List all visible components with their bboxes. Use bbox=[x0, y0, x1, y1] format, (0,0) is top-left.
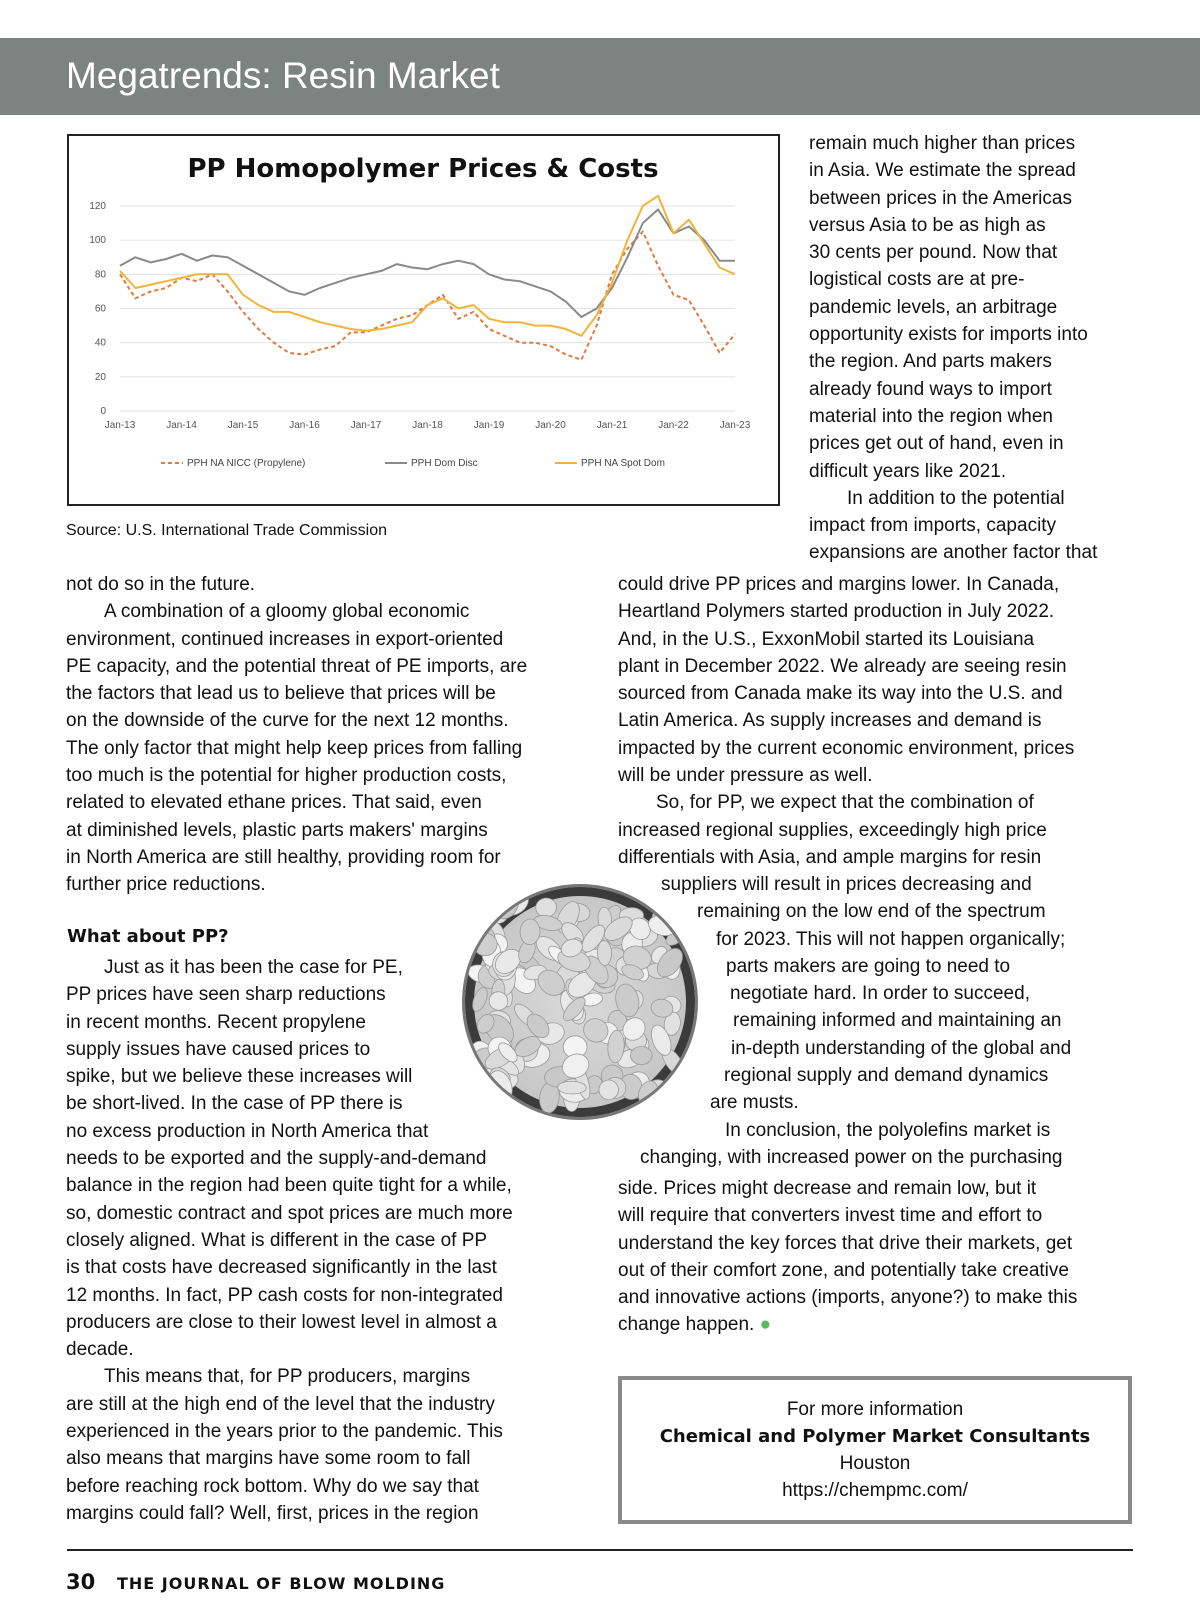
x-tick-label: Jan-20 bbox=[535, 420, 566, 431]
chart bbox=[69, 136, 778, 504]
legend-label: PPH Dom Disc bbox=[411, 458, 478, 469]
text-line: are musts. bbox=[710, 1092, 799, 1114]
text-line: out of their comfort zone, and potentially take creative bbox=[618, 1259, 1069, 1281]
text-line: on the downside of the curve for the next 12 months. bbox=[66, 710, 509, 732]
footer-rule bbox=[67, 1549, 1133, 1551]
text-line: further price reductions. bbox=[66, 874, 266, 896]
series-line-1 bbox=[120, 209, 735, 317]
text-line: and innovative actions (imports, anyone?) to make this bbox=[618, 1287, 1078, 1309]
x-tick-label: Jan-18 bbox=[412, 420, 443, 431]
text-line: not do so in the future. bbox=[66, 574, 256, 595]
x-tick-label: Jan-17 bbox=[350, 420, 382, 431]
text-line: no excess production in North America that bbox=[66, 1120, 429, 1142]
text-line: opportunity exists for imports into bbox=[809, 324, 1088, 346]
text-line: supply issues have caused prices to bbox=[66, 1038, 371, 1060]
text-line: the region. And parts makers bbox=[809, 351, 1052, 373]
text-line: The only factor that might help keep prices from falling bbox=[66, 737, 523, 759]
series-line-0 bbox=[120, 232, 735, 360]
text-line: could drive PP prices and margins lower. In Canada, bbox=[618, 574, 1060, 595]
text-line: already found ways to import bbox=[809, 378, 1052, 400]
text-line: the factors that lead us to believe that prices will be bbox=[66, 683, 496, 705]
legend-label: PPH NA NICC (Propylene) bbox=[187, 458, 306, 469]
text-line: changing, with increased power on the purchasing bbox=[640, 1146, 1063, 1168]
info-city: Houston bbox=[839, 1453, 911, 1474]
text-line: A combination of a gloomy global economic bbox=[104, 601, 470, 623]
text-line: increased regional supplies, exceedingly high price bbox=[618, 819, 1047, 841]
text-line: be short-lived. In the case of PP there is bbox=[66, 1093, 403, 1115]
text-line: remaining informed and maintaining an bbox=[733, 1010, 1062, 1032]
x-tick-label: Jan-19 bbox=[473, 420, 505, 431]
text-line: 30 cents per pound. Now that bbox=[809, 242, 1058, 264]
y-tick-label: 100 bbox=[89, 235, 106, 247]
text-line: decade. bbox=[66, 1339, 134, 1361]
text-line: difficult years like 2021. bbox=[809, 460, 1007, 482]
text-line: will require that converters invest time and effort to bbox=[618, 1205, 1043, 1227]
contact-info-box bbox=[618, 1376, 1132, 1524]
text-line: Just as it has been the case for PE, bbox=[104, 957, 403, 978]
text-line: Latin America. As supply increases and demand is bbox=[618, 710, 1042, 732]
text-line: at diminished levels, plastic parts makers' margins bbox=[66, 819, 488, 841]
text-line: is that costs have decreased significantly in the last bbox=[66, 1257, 497, 1279]
text-line: versus Asia to be as high as bbox=[809, 214, 1046, 236]
x-tick-label: Jan-15 bbox=[227, 420, 259, 431]
article-end-icon: ● bbox=[754, 1314, 772, 1336]
x-tick-label: Jan-16 bbox=[289, 420, 320, 431]
page-title: Megatrends: Resin Market bbox=[66, 55, 500, 96]
x-tick-label: Jan-13 bbox=[104, 420, 136, 431]
text-line: between prices in the Americas bbox=[809, 187, 1072, 209]
text-line: prices get out of hand, even in bbox=[809, 433, 1064, 455]
x-tick-label: Jan-22 bbox=[658, 420, 689, 431]
info-url[interactable]: https://chempmc.com/ bbox=[782, 1480, 968, 1501]
text-line: environment, continued increases in export-oriented bbox=[66, 628, 504, 650]
text-line: impact from imports, capacity bbox=[809, 515, 1057, 537]
text-line: plant in December 2022. We already are seeing resin bbox=[618, 655, 1067, 677]
text-line: negotiate hard. In order to succeed, bbox=[730, 983, 1030, 1005]
pellet bbox=[630, 1046, 652, 1065]
text-line: PE capacity, and the potential threat of PE imports, are bbox=[66, 655, 528, 677]
text-line: will be under pressure as well. bbox=[618, 765, 873, 787]
text-line: PP prices have seen sharp reductions bbox=[66, 984, 386, 1006]
pellet bbox=[557, 1081, 586, 1094]
text-line: needs to be exported and the supply-and-demand bbox=[66, 1148, 487, 1170]
journal-name: THE JOURNAL OF BLOW MOLDING bbox=[117, 1574, 446, 1593]
section-heading: What about PP? bbox=[67, 926, 229, 947]
text-line: too much is the potential for higher production costs, bbox=[66, 765, 507, 787]
text-line: expansions are another factor that bbox=[809, 542, 1098, 564]
right-column-top bbox=[809, 130, 1097, 567]
y-tick-label: 120 bbox=[89, 201, 106, 212]
right-column-bottom bbox=[618, 1175, 1077, 1339]
chart-title: PP Homopolymer Prices & Costs bbox=[187, 154, 659, 184]
text-line: material into the region when bbox=[809, 405, 1053, 427]
text-line: And, in the U.S., ExxonMobil started its Louisiana bbox=[618, 628, 1035, 650]
text-line: sourced from Canada make its way into the U.S. and bbox=[618, 683, 1063, 705]
x-tick-label: Jan-14 bbox=[166, 420, 197, 431]
text-line: regional supply and demand dynamics bbox=[724, 1065, 1049, 1087]
text-line: for 2023. This will not happen organically; bbox=[716, 928, 1066, 950]
text-line: pandemic levels, an arbitrage bbox=[809, 296, 1058, 318]
text-line: logistical costs are at pre- bbox=[809, 269, 1025, 291]
text-line: also means that margins have some room to fall bbox=[66, 1448, 471, 1470]
text-line: in Asia. We estimate the spread bbox=[809, 160, 1076, 182]
text-line: Heartland Polymers started production in July 2022. bbox=[618, 601, 1055, 623]
text-line: are still at the high end of the level that the industry bbox=[66, 1393, 495, 1415]
text-line: side. Prices might decrease and remain low, but it bbox=[618, 1178, 1037, 1199]
legend-label: PPH NA Spot Dom bbox=[581, 458, 665, 469]
text-line: spike, but we believe these increases will bbox=[66, 1066, 413, 1088]
text-line: In conclusion, the polyolefins market is bbox=[725, 1119, 1051, 1141]
pellet bbox=[470, 985, 491, 1013]
text-line: in-depth understanding of the global and bbox=[731, 1037, 1072, 1059]
info-label: For more information bbox=[786, 1399, 964, 1420]
info-organization: Chemical and Polymer Market Consultants bbox=[659, 1426, 1091, 1447]
text-line: So, for PP, we expect that the combination of bbox=[656, 792, 1034, 814]
resin-pellets-image bbox=[465, 887, 695, 1117]
text-line: parts makers are going to need to bbox=[726, 955, 1011, 977]
text-line: closely aligned. What is different in the case of PP bbox=[66, 1229, 488, 1251]
text-line: in recent months. Recent propylene bbox=[66, 1011, 366, 1033]
chart-source: Source: U.S. International Trade Commission bbox=[66, 522, 388, 539]
text-line: In addition to the potential bbox=[847, 487, 1065, 509]
text-line: remain much higher than prices bbox=[809, 133, 1076, 154]
text-line: related to elevated ethane prices. That said, even bbox=[66, 792, 482, 814]
text-line: experienced in the years prior to the pandemic. This bbox=[66, 1421, 503, 1443]
text-line: suppliers will result in prices decreasing and bbox=[661, 874, 1032, 895]
right-column-middle bbox=[618, 571, 1074, 871]
text-line: so, domestic contract and spot prices are much more bbox=[66, 1202, 513, 1224]
text-line: understand the key forces that drive their markets, get bbox=[618, 1232, 1073, 1254]
text-line: remaining on the low end of the spectrum bbox=[697, 901, 1046, 923]
y-tick-label: 40 bbox=[94, 337, 106, 349]
text-line: This means that, for PP producers, margins bbox=[104, 1366, 471, 1388]
text-line: in North America are still healthy, providing room for bbox=[66, 846, 501, 868]
x-tick-label: Jan-23 bbox=[719, 420, 751, 431]
text-line: differentials with Asia, and ample margins for resin bbox=[618, 846, 1042, 868]
text-line: impacted by the current economic environment, prices bbox=[618, 737, 1075, 759]
text-line: change happen. ● bbox=[618, 1314, 772, 1336]
left-column-top bbox=[66, 571, 527, 899]
y-tick-label: 20 bbox=[94, 371, 106, 383]
text-line: before reaching rock bottom. Why do we say that bbox=[66, 1475, 479, 1497]
header-banner bbox=[0, 38, 1200, 115]
y-tick-label: 80 bbox=[94, 269, 106, 281]
text-line: margins could fall? Well, first, prices in the region bbox=[66, 1502, 479, 1524]
x-tick-label: Jan-21 bbox=[596, 420, 628, 431]
chart-frame bbox=[67, 134, 780, 506]
text-line: balance in the region had been quite tight for a while, bbox=[66, 1175, 512, 1197]
page-number: 30 bbox=[66, 1570, 96, 1594]
series-line-2 bbox=[120, 196, 735, 336]
y-tick-label: 60 bbox=[94, 303, 106, 315]
y-tick-label: 0 bbox=[100, 406, 106, 417]
text-line: producers are close to their lowest level in almost a bbox=[66, 1311, 497, 1333]
text-line: 12 months. In fact, PP cash costs for non-integrated bbox=[66, 1284, 503, 1306]
